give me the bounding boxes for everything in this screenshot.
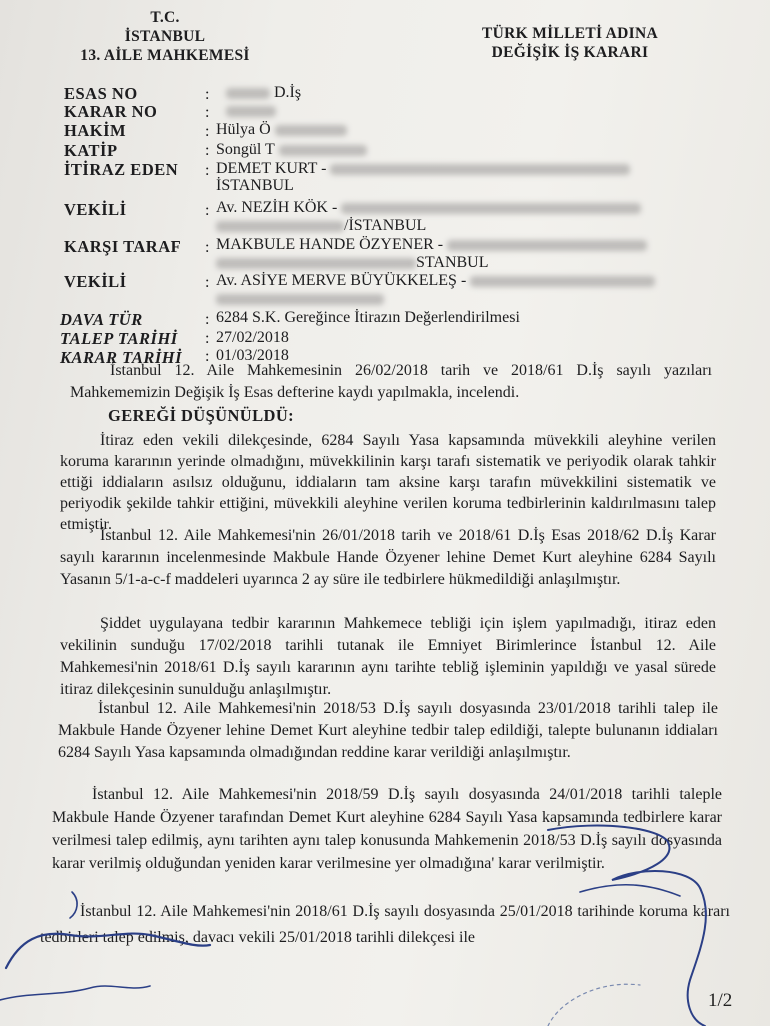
colon: : [205, 274, 210, 291]
colon: : [205, 202, 210, 219]
intro-paragraph: İstanbul 12. Aile Mahkemesinin 26/02/2018 tarih ve 2018/61 D.İş sayılı yazıları Mahkememizin Değişik İş Esas defterine kaydı yapılmakla, incelendi. [70, 362, 712, 401]
colon: : [205, 330, 210, 347]
vekili-label: VEKİLİ [64, 272, 127, 291]
header-line: DEĞİŞİK İŞ KARARI [491, 44, 649, 61]
itiraz-eden-label: İTİRAZ EDEN [64, 160, 179, 179]
talep-tarihi-value: 27/02/2018 [216, 329, 289, 346]
body-paragraph: Şiddet uygulayana tedbir kararının Mahkemece tebliği için işlem yapılmadığı, itiraz eden vekilinin sunduğu 17/02/2018 tarihli tutanak ile Emniyet Birimlerince İstanbul 12. Aile Mahkemesi'nin 2018/61 D.İş sayılı kararının aynı tarihte tebliğ işleminin yapıldığı ve yasal sürede itiraz dilekçesinin sunulduğu anlaşılmıştır. [60, 615, 716, 698]
body-paragraph: İstanbul 12. Aile Mahkemesi'nin 2018/61 D.İş sayılı dosyasında 25/01/2018 tarihinde koruma kararı tedbirleri talep edilmiş, davacı vekili 25/01/2018 tarihli dilekçesi ile [40, 903, 730, 946]
header-line: TÜRK MİLLETİ ADINA [482, 25, 658, 42]
itiraz-eden-city: İSTANBUL [216, 177, 294, 194]
header-line: İSTANBUL [124, 28, 206, 45]
vekili-address: /İSTANBUL [216, 217, 426, 235]
section-heading: GEREĞİ DÜŞÜNÜLDÜ: [108, 406, 295, 425]
vekili-value: Av. NEZİH KÖK - [216, 199, 641, 217]
katip-value: Songül T [216, 141, 367, 159]
colon: : [205, 239, 210, 256]
body-paragraph: İtiraz eden vekili dilekçesinde, 6284 Sayılı Yasa kapsamında müvekkili aleyhine verilen koruma kararının yerinde olmadığını, müvekkilinin karşı tarafı sistematik ve periyodik olarak tahkir ettiği iddiaların asılsız olduğunu, iddiaların tam aksine karşı tarafın müvekkilini sistematik ve periyodik şekilde tahkir ettiğini, müvekkili aleyhine verilen koruma tedbirlerinin kaldırılmasını talep etmiştir. [60, 432, 716, 533]
karar-no-label: KARAR NO [64, 102, 158, 121]
colon: : [205, 348, 210, 365]
hakim-value: Hülya Ö [216, 121, 347, 139]
body-paragraph: İstanbul 12. Aile Mahkemesi'nin 2018/59 D.İş sayılı dosyasında 24/01/2018 tarihli taleple Makbule Hande Özyener tarafından Demet Kurt aleyhine 6284 Sayılı Yasa kapsamında tedbirlere karar verilmesi talep edilmiş, aynı tarihten aynı talep konusunda Mahkemenin 2018/53 D.İş sayılı dosyasında karar verilmiş olduğundan yeniden karar verilmesine yer olmadığına' karar verilmiştir. [52, 786, 722, 872]
esas-no-value: D.İş [226, 84, 301, 102]
karsi-taraf-address: STANBUL [216, 254, 489, 272]
katip-label: KATİP [64, 141, 118, 160]
itiraz-eden-value: DEMET KURT - [216, 160, 630, 178]
karsi-taraf-value: MAKBULE HANDE ÖZYENER - [216, 236, 647, 254]
colon: : [205, 86, 210, 103]
colon: : [205, 311, 210, 328]
hakim-label: HAKİM [64, 121, 127, 140]
colon: : [205, 142, 210, 159]
body-paragraph: İstanbul 12. Aile Mahkemesi'nin 2018/53 D.İş sayılı dosyasında 23/01/2018 tarihli talep ile Makbule Hande Özyener lehine Demet Kurt aleyhine tedbir talep edildiği, talepte bulunanın iddiaları 6284 Sayılı Yasa kapsamında olmadığından reddine karar verildiği anlaşılmıştır. [58, 700, 718, 761]
karsi-taraf-label: KARŞI TARAF [64, 237, 182, 256]
body-paragraph: İstanbul 12. Aile Mahkemesi'nin 26/01/2018 tarih ve 2018/61 D.İş Esas 2018/62 D.İş Karar sayılı kararının incelenmesinde Makbule Hande Özyener lehine Demet Kurt aleyhine 6284 Sayılı Yasanın 5/1-a-c-f maddeleri uyarınca 2 ay süre ile tedbirlere hükmedildiği anlaşılmıştır. [60, 527, 716, 588]
header-line: 13. AİLE MAHKEMESİ [80, 47, 250, 64]
vekili-label: VEKİLİ [64, 200, 127, 219]
dava-tur-value: 6284 S.K. Gereğince İtirazın Değerlendirilmesi [216, 309, 520, 326]
colon: : [205, 162, 210, 179]
karar-tarihi-label: KARAR TARİHİ [60, 348, 183, 367]
vekili-value: Av. ASİYE MERVE BÜYÜKKELEŞ - [216, 272, 655, 290]
dava-tur-label: DAVA TÜR [60, 310, 143, 329]
colon: : [205, 104, 210, 121]
colon: : [205, 123, 210, 140]
esas-no-label: ESAS NO [64, 84, 138, 103]
page-number: 1/2 [708, 990, 733, 1011]
karar-tarihi-value: 01/03/2018 [216, 347, 289, 364]
talep-tarihi-label: TALEP TARİHİ [60, 329, 178, 348]
header-line: T.C. [150, 9, 180, 26]
